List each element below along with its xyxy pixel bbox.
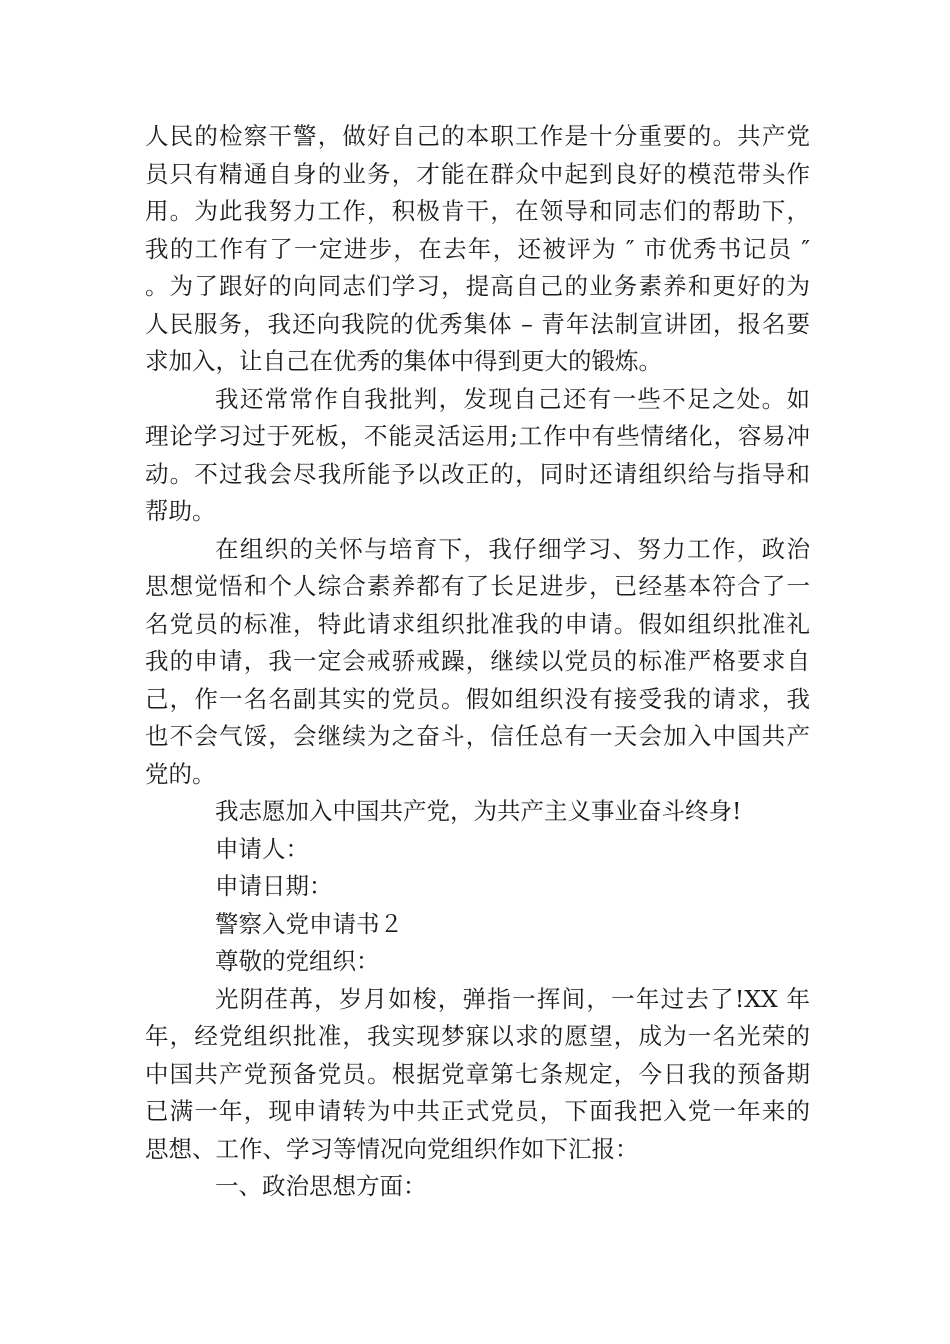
text-line: 理论学习过于死板，不能灵活运用;工作中有些情绪化，容易冲 xyxy=(145,422,810,450)
paragraph xyxy=(145,793,810,831)
text-line: 已满一年，现申请转为中共正式党员，下面我把入党一年来的 xyxy=(145,1097,810,1125)
text-line: 名党员的标准，特此请求组织批准我的申请。假如组织批准礼 xyxy=(145,609,810,638)
text-line: 我志愿加入中国共产党，为共产主义事业奋斗终身! xyxy=(215,797,742,825)
text-line: 一、政治思想方面： xyxy=(215,1172,427,1200)
text-line: 中国共产党预备党员。根据党章第七条规定，今日我的预备期 xyxy=(145,1059,810,1088)
paragraph xyxy=(145,831,810,869)
text-line: 己，作一名名副其实的党员。假如组织没有接受我的请求，我 xyxy=(145,684,810,713)
text-line: 我的申请，我一定会戒骄戒躁，继续以党员的标准严格要求自 xyxy=(145,647,810,675)
text-line: 我还常常作自我批判，发现自己还有一些不足之处。如 xyxy=(215,384,810,413)
paragraph xyxy=(145,531,810,794)
text-line: 。为了跟好的向同志们学习，提高自己的业务素养和更好的为 xyxy=(145,272,810,300)
text-line: 光阴荏苒，岁月如梭，弹指一挥间，一年过去了!XX 年 xyxy=(215,984,810,1013)
paragraph xyxy=(145,381,810,531)
text-line: 尊敬的党组织： xyxy=(215,947,380,975)
text-line: 人民服务，我还向我院的优秀集体 – 青年法制宣讲团，报名要 xyxy=(145,309,810,338)
text-line: 思想觉悟和个人综合素养都有了长足进步，已经基本符合了一 xyxy=(145,572,810,600)
document-body xyxy=(145,118,810,1206)
text-line: 年，经党组织批准，我实现梦寐以求的愿望，成为一名光荣的 xyxy=(145,1022,810,1050)
text-line: 警察入党申请书２ xyxy=(215,909,403,938)
paragraph xyxy=(145,943,810,981)
text-line: 申请日期： xyxy=(215,872,333,900)
paragraph xyxy=(145,906,810,944)
text-line: 我的工作有了一定进步，在去年，还被评为 ″ 市优秀书记员 ″ xyxy=(145,234,810,263)
text-line: 在组织的关怀与培育下，我仔细学习、努力工作，政治 xyxy=(215,534,810,563)
text-line: 党的。 xyxy=(145,759,216,788)
text-line: 申请人： xyxy=(215,834,309,863)
paragraph xyxy=(145,1168,810,1206)
text-line: 思想、工作、学习等情况向党组织作如下汇报： xyxy=(145,1134,639,1163)
paragraph xyxy=(145,118,810,381)
text-line: 用。为此我努力工作，积极肯干，在领导和同志们的帮助下， xyxy=(145,197,810,225)
text-line: 求加入，让自己在优秀的集体中得到更大的锻炼。 xyxy=(145,347,662,375)
text-line: 动。不过我会尽我所能予以改正的，同时还请组织给与指导和 xyxy=(145,459,810,488)
text-line: 帮助。 xyxy=(145,497,216,525)
text-line: 人民的检察干警，做好自己的本职工作是十分重要的。共产党 xyxy=(145,122,810,150)
text-line: 员只有精通自身的业务，才能在群众中起到良好的模范带头作 xyxy=(145,159,810,188)
paragraph xyxy=(145,981,810,1169)
text-line: 也不会气馁，会继续为之奋斗，信任总有一天会加入中国共产 xyxy=(145,722,810,750)
paragraph xyxy=(145,868,810,906)
